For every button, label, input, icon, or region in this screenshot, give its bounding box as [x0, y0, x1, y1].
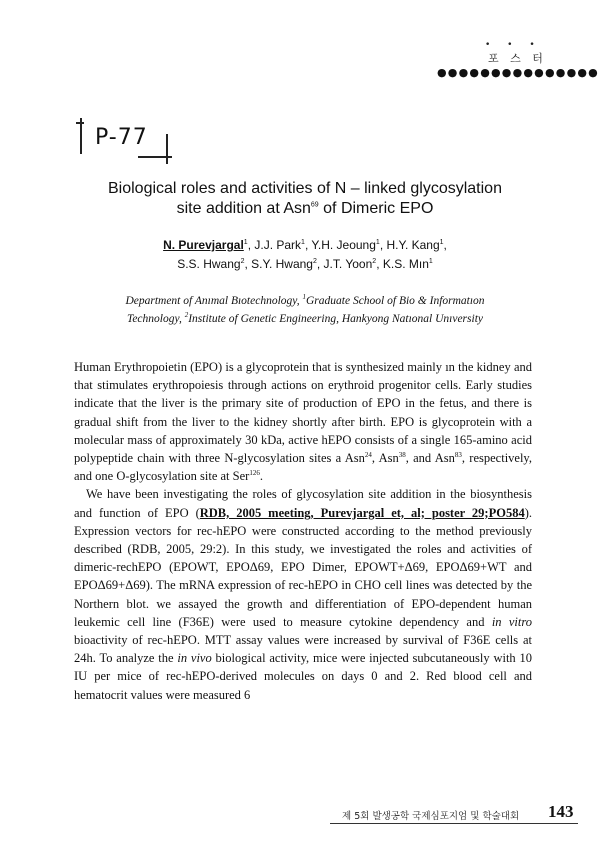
paper-title-line1: Biological roles and activities of N – linked glycosylation — [108, 180, 502, 197]
section-label: 포 스 터 — [488, 52, 547, 65]
frame-line — [138, 156, 172, 158]
abstract-body — [74, 358, 532, 704]
paragraph-2: We have been investigating the roles of glycosylation site addition in the biosynthesis and function of EPO (RDB, 2005 meeting, Purevjargal et, al; poster 29;PO584). Expression vectors for rec-hEPO were constructed according to the method previously described (RDB, 2005, 29:2). In this study, we investigated the roles and activities of dimeric-rechEPO (EPOWT, EPOΔ69, EPO Dimer, EPOWT+Δ69, EPOΔ69+WT and EPOΔ69+Δ69). The mRNA expression of rec-hEPO in CHO cell lines was detected by the Northern blot. we assayed the growth and differentiation of EPO-dependent human leukemic cell line (F36E) were used to measure cytokine dependency and in vitro bioactivity of rec-hEPO. MTT assay values were increased by survival of F36E cells at 24h. To analyze the in vivo biological activity, mice were injected subcutaneously with 10 IU per mice of rec-hEPO-derived molecules on days 0 and 2. Red blood cell and hematocrit values were measured 6 — [74, 487, 532, 702]
frame-line — [76, 122, 84, 124]
footer-conference: 제 5회 발생공학 국제심포지엄 및 학술대회 — [342, 811, 520, 822]
affiliation-line1: Department of Anımal Bıotechnology, $^1$Graduate School of Bio & Informatıon — [125, 293, 485, 307]
paper-title-line2: site addition at Asn$^{69}$ of Dimeric EPO — [176, 200, 434, 217]
frame-line — [166, 134, 168, 164]
paragraph-1: Human Erythropoietin (EPO) is a glycoprotein that is synthesized mainly ın the kidney and that stimulates erythropoiesis through actions on erythroid progenitor cells. Early studies indicate that the liver is the primary site of production of EPO in the fetus, and there is gradual shift from the liver to the kidney shortly after birth. EPO is glycoprotein with a molecular mass of approximately 30 kDa, active hEPO consists of a single 165-amino acid polypeptide chain with three N-glycosylation sites a Asn$^{24}$, Asn$^{38}$, and Asn$^{83}$, respectively, and one O-glycosylation site at Ser$^{126}$. — [74, 360, 532, 484]
page-number: 143 — [548, 802, 574, 821]
presenting-author: N. Purevjargal — [163, 238, 244, 252]
header-dots: • • • — [485, 40, 542, 50]
author-list-line1: N. Purevjargal$^1$, J.J. Park$^1$, Y.H. Jeoung$^1$, H.Y. Kang$^1$, — [163, 238, 447, 252]
reference-citation: RDB, 2005 meeting, Purevjargal et, al; poster 29;PO584 — [199, 505, 525, 520]
affiliation-line2: Technology, $^2$Institute of Genetic Engineering, Hankyong Natıonal Unıversity — [126, 311, 483, 325]
footer-rule — [330, 823, 578, 824]
author-list-line2: S.S. Hwang$^2$, S.Y. Hwang$^2$, J.T. Yoon$^2$, K.S. Mın$^1$ — [177, 257, 433, 271]
poster-code: P-77 — [95, 125, 148, 150]
header-dot-row: ●●●●●●●●●●●●●●● — [437, 66, 599, 79]
